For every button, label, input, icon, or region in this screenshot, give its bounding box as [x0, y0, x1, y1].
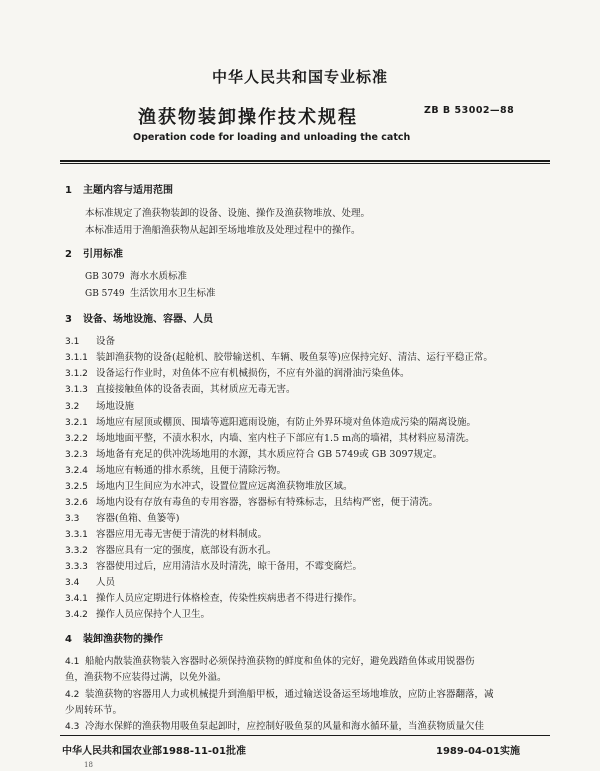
clause-text: 操作人员应保持个人卫生。 — [96, 609, 211, 620]
clause-text: 装卸渔获物的设备(起舱机、胶带输送机、车辆、吸鱼泵等)应保持完好、清洁、运行平稳正常。 — [96, 352, 493, 363]
clause — [65, 381, 296, 395]
clause — [65, 718, 484, 732]
reference-code: GB 5749 — [85, 289, 125, 299]
clause-number: 3.4 — [65, 578, 80, 588]
page-number: 18 — [84, 761, 93, 769]
clause-number: 3.1.1 — [65, 353, 88, 363]
clause — [65, 398, 134, 412]
clause — [65, 478, 353, 492]
document-title-english: Operation code for loading and unloading the catch — [133, 132, 411, 143]
section-title: 主题内容与适用范围 — [83, 185, 173, 196]
clause-number: 3.3.1 — [65, 530, 88, 540]
clause — [65, 653, 475, 667]
standard-number: ZB B 53002—88 — [424, 105, 515, 116]
top-rule-thin — [60, 163, 550, 164]
issuing-body-header: 中华人民共和国专业标准 — [211, 68, 388, 86]
approval-line: 中华人民共和国农业部1988-11-01批准 — [62, 746, 246, 757]
bottom-rule — [60, 735, 550, 736]
clause-text: 场地内设有存放有毒鱼的专用容器，容器标有特殊标志，且结构严密，便于清洗。 — [96, 497, 439, 508]
clause-number: 3.2.5 — [65, 482, 88, 492]
clause-number: 3.3 — [65, 514, 80, 524]
section-number: 1 — [65, 185, 72, 196]
clause-text: 船舱内散装渔获物装入容器时必须保持渔获物的鲜度和鱼体的完好，避免践踏鱼体或用锐器伤 — [85, 656, 475, 667]
section-title: 装卸渔获物的操作 — [83, 634, 163, 645]
document-title: 渔获物装卸操作技术规程 — [138, 107, 358, 128]
clause-number: 3.2.1 — [65, 418, 88, 428]
clause-number: 3.3.2 — [65, 546, 88, 556]
clause — [65, 558, 362, 572]
clause-text: 场地应有屋顶或棚顶、围墙等遮阳遮雨设施，有防止外界环境对鱼体造成污染的隔离设施。 — [96, 417, 477, 428]
clause-text: 容器使用过后，应用清洁水及时清洗，晾干备用，不霉变腐烂。 — [96, 561, 363, 572]
clause-number: 4.3 — [65, 722, 80, 732]
clause-number: 3.2.3 — [65, 450, 88, 460]
clause-number: 4.2 — [65, 690, 80, 700]
clause — [65, 526, 267, 540]
clause-text: 容器应具有一定的强度，底部设有沥水孔。 — [96, 545, 277, 556]
clause-number: 3.2 — [65, 402, 80, 412]
paragraph: 本标准规定了渔获物装卸的设备、设施、操作及渔获物堆放、处理。 — [85, 208, 371, 219]
clause — [65, 446, 442, 460]
clause-number: 3.3.3 — [65, 562, 88, 572]
clause — [65, 414, 476, 428]
clause-text: 场地设施 — [96, 401, 135, 412]
section-3-heading — [65, 310, 213, 325]
clause — [65, 510, 179, 524]
section-number: 3 — [65, 314, 72, 325]
clause-text: 场地备有充足的供冲洗场地用的水源，其水质应符合 GB 5749或 GB 3097规定。 — [96, 449, 443, 460]
clause — [65, 574, 115, 588]
clause — [65, 590, 362, 604]
clause-number: 3.1 — [65, 337, 80, 347]
clause-text: 场地内卫生间应为水冲式，设置位置应远离渔获物堆放区域。 — [96, 481, 353, 492]
clause — [65, 333, 115, 347]
section-number: 2 — [65, 249, 72, 260]
clause — [65, 686, 494, 700]
clause-text: 人员 — [96, 577, 116, 588]
clause — [65, 494, 438, 508]
reference-item — [85, 285, 216, 299]
section-number: 4 — [65, 634, 72, 645]
reference-code: GB 3079 — [85, 272, 125, 282]
section-1-heading — [65, 181, 173, 196]
top-rule — [60, 160, 550, 162]
clause-continuation: 少周转环节。 — [65, 705, 123, 716]
clause-text: 设备运行作业时，对鱼体不应有机械损伤，不应有外溢的润滑油污染鱼体。 — [96, 368, 410, 379]
paragraph: 本标准适用于渔船渔获物从起卸至场地堆放及处理过程中的操作。 — [85, 225, 361, 236]
section-title: 设备、场地设施、容器、人员 — [83, 314, 213, 325]
reference-name: 海水水质标准 — [130, 271, 188, 282]
clause-number: 3.4.2 — [65, 610, 88, 620]
reference-item — [85, 268, 187, 282]
clause-number: 3.2.2 — [65, 434, 88, 444]
clause-number: 3.2.4 — [65, 466, 88, 476]
reference-name: 生活饮用水卫生标准 — [130, 288, 216, 299]
clause — [65, 349, 493, 363]
clause-text: 直接接触鱼体的设备表面，其材质应无毒无害。 — [96, 384, 296, 395]
clause-text: 容器应用无毒无害便于清洗的材料制成。 — [96, 529, 268, 540]
clause — [65, 462, 286, 476]
clause-number: 4.1 — [65, 657, 80, 667]
section-2-heading — [65, 245, 123, 260]
clause-number: 3.1.3 — [65, 385, 88, 395]
clause-number: 3.2.6 — [65, 498, 88, 508]
clause — [65, 365, 410, 379]
clause — [65, 430, 475, 444]
section-title: 引用标准 — [83, 249, 123, 260]
clause-continuation: 鱼，渔获物不应装得过满，以免外溢。 — [65, 672, 227, 683]
clause-text: 容器(鱼箱、鱼篓等) — [96, 513, 180, 524]
clause-text: 场地应有畅通的排水系统，且便于清除污物。 — [96, 465, 287, 476]
clause — [65, 542, 277, 556]
clause-text: 冷海水保鲜的渔获物用吸鱼泵起卸时，应控制好吸鱼泵的风量和海水循环量，当渔获物质量欠佳 — [85, 721, 485, 732]
section-4-heading — [65, 630, 163, 645]
clause-text: 场地地面平整，不渍水积水，内墙、室内柱子下部应有1.5 m高的墙裙，其材料应易清洗。 — [96, 433, 475, 444]
clause-number: 3.4.1 — [65, 594, 88, 604]
clause-text: 装渔获物的容器用人力或机械提升到渔船甲板，通过输送设备运至场地堆放，应防止容器翻落，减 — [85, 689, 494, 700]
clause-text: 操作人员应定期进行体格检查，传染性疾病患者不得进行操作。 — [96, 593, 363, 604]
implementation-date: 1989-04-01实施 — [436, 746, 520, 757]
clause-text: 设备 — [96, 336, 116, 347]
clause-number: 3.1.2 — [65, 369, 88, 379]
clause — [65, 606, 210, 620]
